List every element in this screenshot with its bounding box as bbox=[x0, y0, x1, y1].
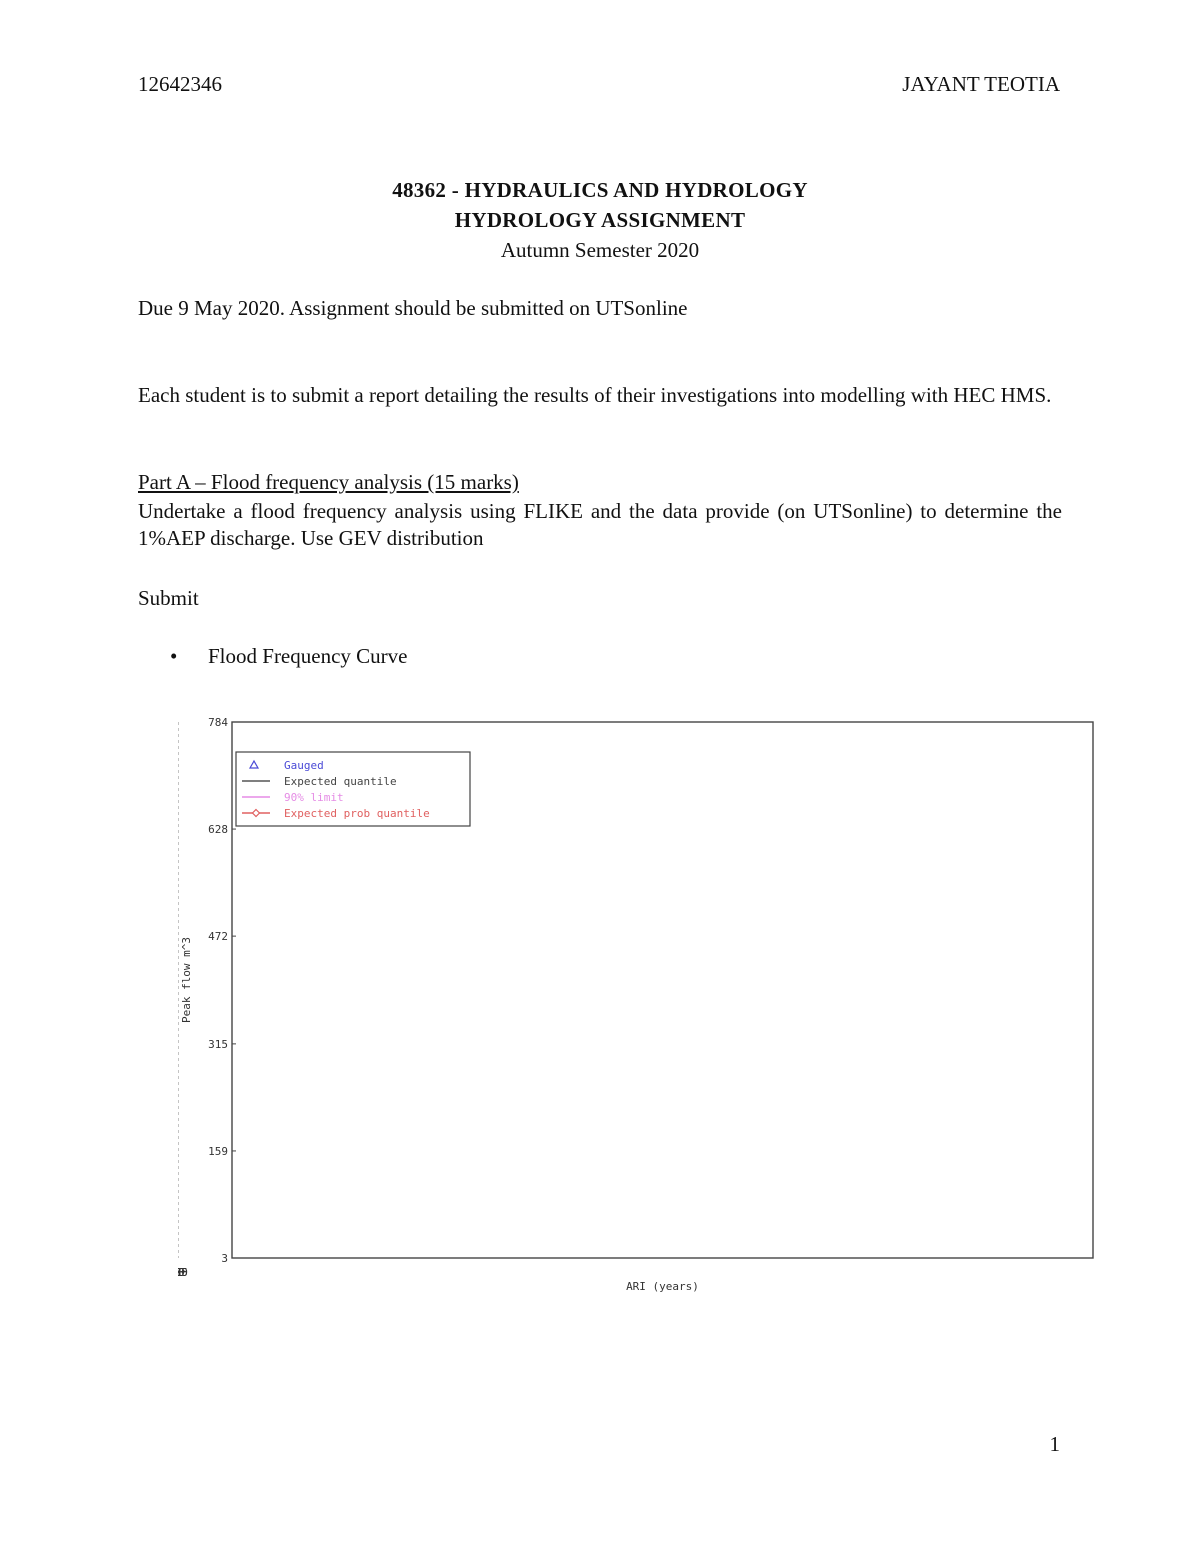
part-a-text: Undertake a flood frequency analysis using FLIKE and the data provide (on UTSonline) to determine the 1%AEP discharge. Use GEV distribution bbox=[138, 499, 1062, 550]
legend-label: Expected prob quantile bbox=[284, 807, 430, 820]
y-tick-label: 315 bbox=[208, 1037, 228, 1051]
page-title: 48362 - HYDRAULICS AND HYDROLOGY bbox=[392, 178, 808, 202]
y-tick-label: 472 bbox=[208, 930, 228, 944]
intro-paragraph: Each student is to submit a report detailing the results of their investigations into modelling with HEC HMS. bbox=[138, 383, 1052, 407]
y-axis-label: Peak flow m^3 bbox=[180, 936, 193, 1024]
flood-frequency-chart bbox=[178, 706, 1098, 1306]
chart-legend bbox=[236, 752, 470, 826]
x-axis-label: ARI (years) bbox=[626, 1280, 699, 1293]
page-number: 1 bbox=[1049, 1432, 1060, 1456]
x-tick-label: 0 bbox=[181, 1266, 188, 1279]
bullet-icon: • bbox=[170, 644, 178, 668]
header-student-name: JAYANT TEOTIA bbox=[902, 72, 1060, 96]
legend-label: Expected quantile bbox=[284, 775, 397, 788]
legend-label: 90% limit bbox=[284, 791, 344, 804]
y-tick-label: 784 bbox=[208, 716, 228, 729]
x-tick-label: 0 bbox=[178, 1266, 185, 1279]
semester-label: Autumn Semester 2020 bbox=[500, 238, 700, 262]
y-tick-label: 3 bbox=[221, 1252, 228, 1265]
part-a-heading: Part A – Flood frequency analysis (15 marks) bbox=[138, 470, 519, 494]
due-date-text: Due 9 May 2020. Assignment should be submitted on UTSonline bbox=[138, 296, 688, 320]
chart-svg bbox=[178, 706, 1098, 1306]
x-tick-label: 0 bbox=[178, 1266, 185, 1279]
x-tick-label: 5 bbox=[181, 1266, 188, 1279]
page-subtitle: HYDROLOGY ASSIGNMENT bbox=[454, 208, 746, 232]
legend-label: Gauged bbox=[284, 759, 324, 772]
header-student-id: 12642346 bbox=[138, 72, 222, 96]
x-tick-label: 0 bbox=[178, 1266, 185, 1279]
bullet-item-flood-frequency-curve: Flood Frequency Curve bbox=[208, 644, 408, 668]
y-tick-label: 159 bbox=[208, 1144, 228, 1158]
y-tick-label: 628 bbox=[208, 823, 228, 837]
submit-heading: Submit bbox=[138, 586, 199, 610]
